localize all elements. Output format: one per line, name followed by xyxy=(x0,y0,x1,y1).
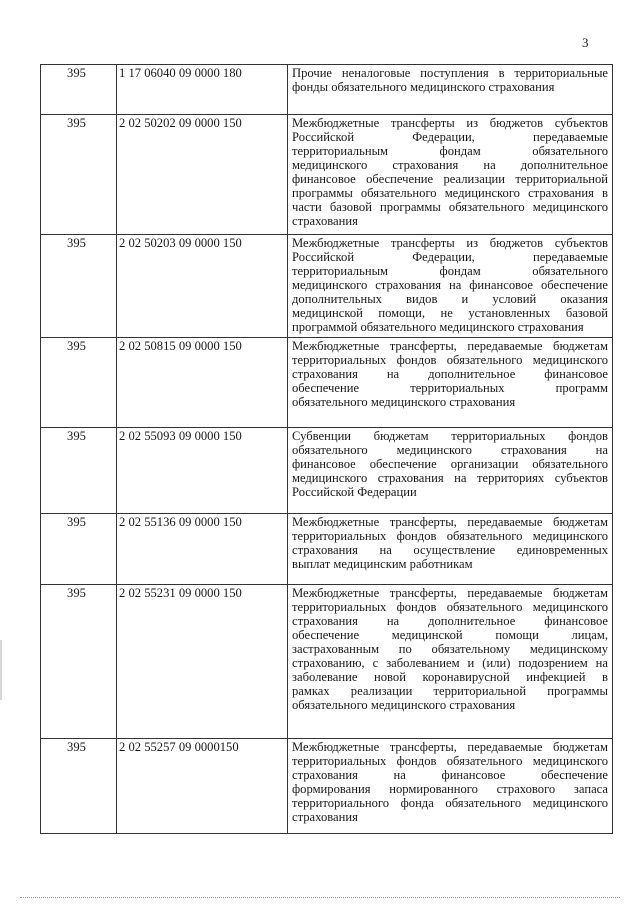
revenue-name-line: страхованию, с заболеванием и (или) подозрением на xyxy=(292,656,608,670)
revenue-name-line: финансовое обеспечение реализации территориальной xyxy=(292,172,608,186)
table-row xyxy=(41,338,613,428)
revenue-name-cell xyxy=(288,739,613,834)
revenue-code-cell: 2 02 55257 09 0000150 xyxy=(117,739,288,834)
revenue-name-line: Российской Федерации, передаваемые xyxy=(292,250,608,264)
revenue-name-line: Межбюджетные трансферты, передаваемые бюджетам xyxy=(292,740,608,754)
revenue-code-cell: 2 02 55136 09 0000 150 xyxy=(117,514,288,585)
revenue-name-line: формирования нормированного страхового запаса xyxy=(292,782,608,796)
revenue-name-line: Субвенции бюджетам территориальных фондов xyxy=(292,429,608,443)
admin-code-cell: 395 xyxy=(41,514,117,585)
revenue-name-line: застрахованным по обязательному медицинскому xyxy=(292,642,608,656)
table-row xyxy=(41,585,613,739)
table-body xyxy=(41,65,613,834)
revenue-name-line: медицинского страхования на дополнительное xyxy=(292,158,608,172)
revenue-name-line: территориальных фондов обязательного медицинского xyxy=(292,529,608,543)
revenue-code-cell: 2 02 50202 09 0000 150 xyxy=(117,115,288,235)
revenue-code-cell: 2 02 55093 09 0000 150 xyxy=(117,428,288,514)
revenue-name-line: Российской Федерации xyxy=(292,485,417,499)
revenue-name-line: страхования xyxy=(292,214,358,228)
admin-code-cell: 395 xyxy=(41,739,117,834)
revenue-name-line: Прочие неналоговые поступления в территориальные xyxy=(292,66,608,80)
revenue-name-line: Межбюджетные трансферты, передаваемые бюджетам xyxy=(292,339,608,353)
admin-code-cell: 395 xyxy=(41,115,117,235)
revenue-name-line: заболевание новой коронавирусной инфекцией в xyxy=(292,670,608,684)
revenue-name-line: страхования на дополнительное финансовое xyxy=(292,614,608,628)
revenue-name-line: обязательного медицинского страхования xyxy=(292,698,516,712)
revenue-name-line: территориальным фондам обязательного xyxy=(292,264,608,278)
revenue-name-line: обязательного медицинского страхования на xyxy=(292,443,608,457)
revenue-name-line: медицинского страхования на территориях субъектов xyxy=(292,471,608,485)
revenue-name-cell xyxy=(288,338,613,428)
revenue-name-line: дополнительных видов и условий оказания xyxy=(292,292,608,306)
revenue-name-line: финансовое обеспечение организации обязательного xyxy=(292,457,608,471)
revenue-name-line: Межбюджетные трансферты из бюджетов субъектов xyxy=(292,236,608,250)
table-row xyxy=(41,235,613,338)
revenue-name-cell xyxy=(288,115,613,235)
page-number: 3 xyxy=(582,35,589,50)
revenue-code-cell: 2 02 50815 09 0000 150 xyxy=(117,338,288,428)
admin-code-cell: 395 xyxy=(41,338,117,428)
revenue-name-cell xyxy=(288,235,613,338)
revenue-name-line: выплат медицинским работникам xyxy=(292,557,473,571)
revenue-codes-table xyxy=(40,64,613,834)
revenue-name-line: медицинского страхования на финансовое обеспечение xyxy=(292,278,608,292)
revenue-name-line: страхования на осуществление единовременных xyxy=(292,543,608,557)
revenue-name-line: фонды обязательного медицинского страхования xyxy=(292,80,555,94)
revenue-name-line: обеспечение медицинской помощи лицам, xyxy=(292,628,608,642)
revenue-name-cell xyxy=(288,514,613,585)
revenue-name-line: обеспечение территориальных программ xyxy=(292,381,608,395)
revenue-name-line: территориального фонда обязательного медицинского xyxy=(292,796,608,810)
revenue-name-line: Межбюджетные трансферты, передаваемые бюджетам xyxy=(292,515,608,529)
revenue-name-line: страхования на дополнительное финансовое xyxy=(292,367,608,381)
revenue-name-line: Межбюджетные трансферты из бюджетов субъектов xyxy=(292,116,608,130)
revenue-name-cell xyxy=(288,428,613,514)
revenue-code-cell: 2 02 50203 09 0000 150 xyxy=(117,235,288,338)
table-row xyxy=(41,739,613,834)
revenue-name-line: территориальных фондов обязательного медицинского xyxy=(292,754,608,768)
revenue-name-line: страхования на финансовое обеспечение xyxy=(292,768,608,782)
revenue-name-line: части базовой программы обязательного медицинского xyxy=(292,200,608,214)
revenue-code-cell: 1 17 06040 09 0000 180 xyxy=(117,65,288,115)
revenue-name-line: программой обязательного медицинского страхования xyxy=(292,320,584,334)
admin-code-cell: 395 xyxy=(41,235,117,338)
revenue-name-line: территориальных фондов обязательного медицинского xyxy=(292,353,608,367)
revenue-name-cell xyxy=(288,585,613,739)
admin-code-cell: 395 xyxy=(41,585,117,739)
table-row xyxy=(41,115,613,235)
revenue-code-cell: 2 02 55231 09 0000 150 xyxy=(117,585,288,739)
admin-code-cell: 395 xyxy=(41,65,117,115)
revenue-name-line: страхования xyxy=(292,810,358,824)
scan-edge-mark xyxy=(0,640,2,700)
revenue-name-line: Российской Федерации, передаваемые xyxy=(292,130,608,144)
revenue-name-line: программы обязательного медицинского страхования в xyxy=(292,186,608,200)
revenue-name-line: медицинской помощи, не установленных базовой xyxy=(292,306,608,320)
admin-code-cell: 395 xyxy=(41,428,117,514)
revenue-name-line: территориальным фондам обязательного xyxy=(292,144,608,158)
revenue-name-line: Межбюджетные трансферты, передаваемые бюджетам xyxy=(292,586,608,600)
revenue-name-line: обязательного медицинского страхования xyxy=(292,395,516,409)
scan-bottom-edge xyxy=(20,897,620,901)
table-row xyxy=(41,514,613,585)
revenue-name-line: территориальных фондов обязательного медицинского xyxy=(292,600,608,614)
revenue-name-line: рамках реализации территориальной программы xyxy=(292,684,608,698)
table-row xyxy=(41,65,613,115)
table-row xyxy=(41,428,613,514)
revenue-name-cell xyxy=(288,65,613,115)
